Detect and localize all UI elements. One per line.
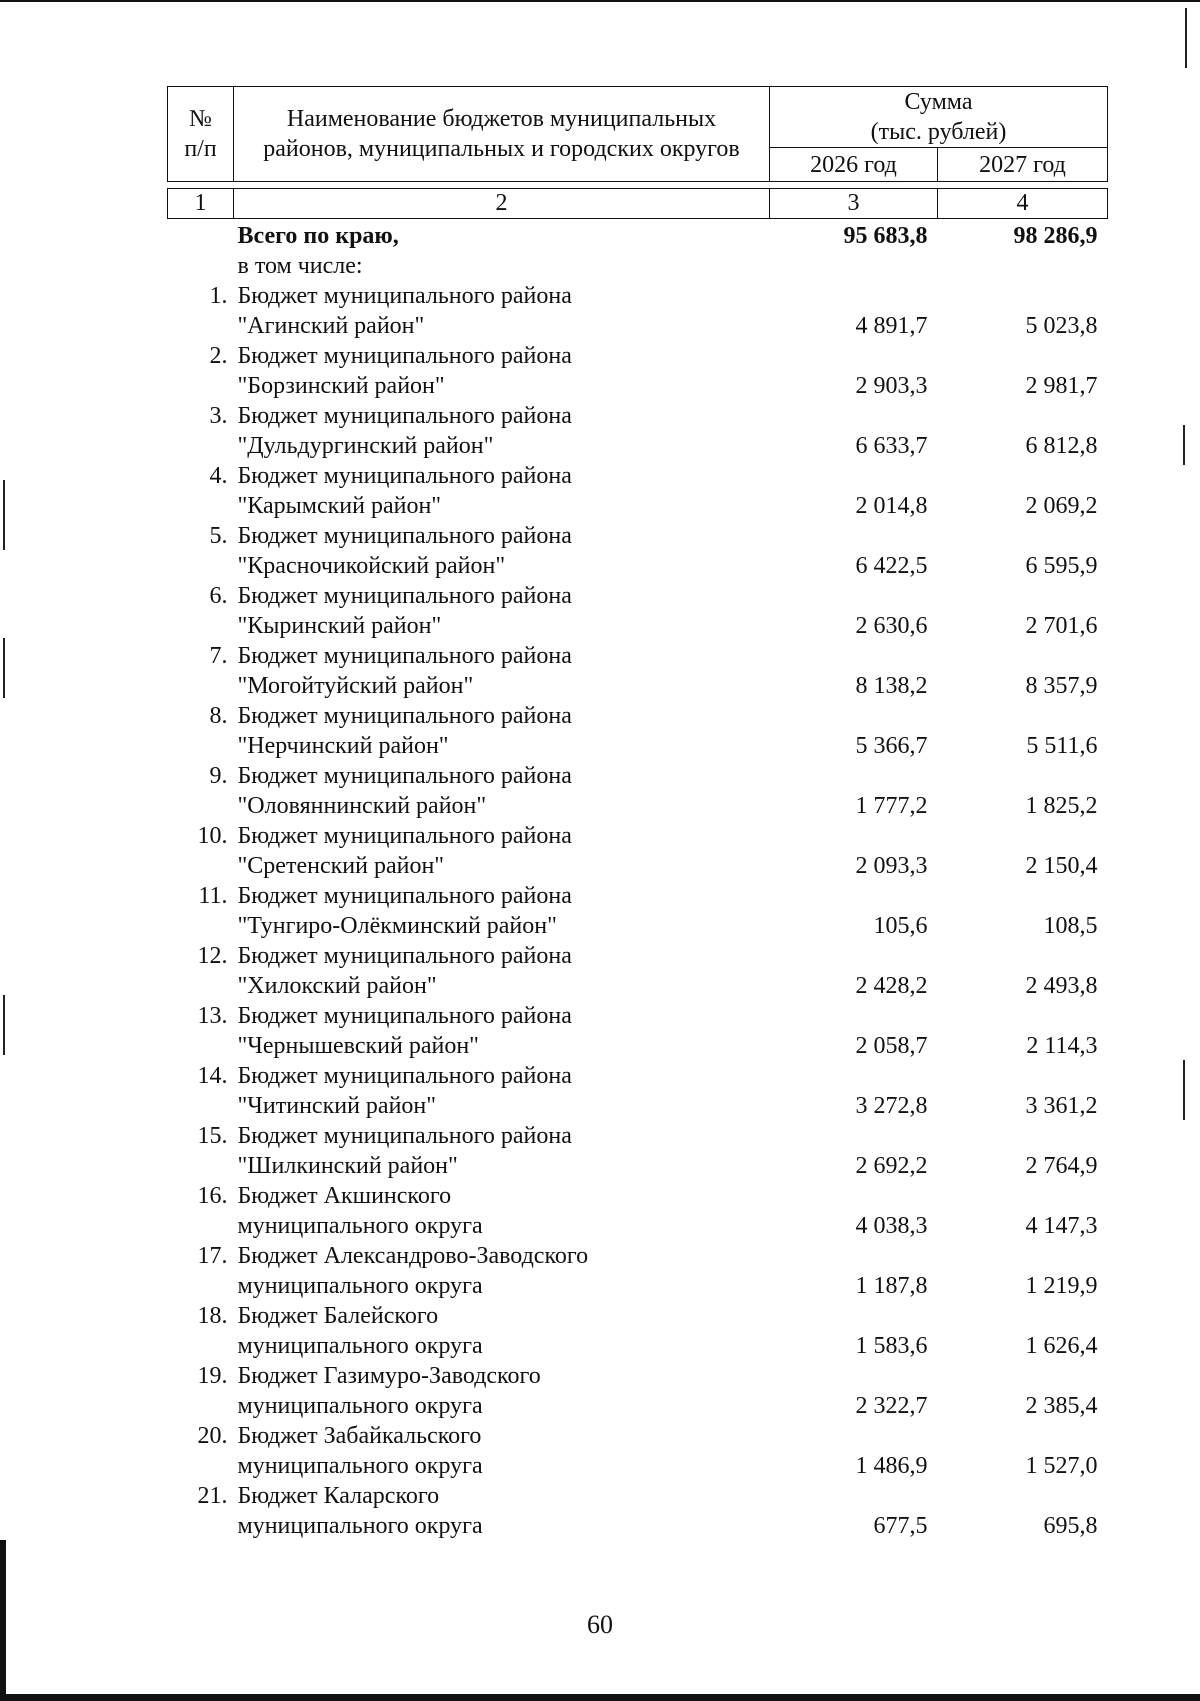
row-name-line2: "Агинский район"	[237, 313, 425, 339]
header-number-line2: п/п	[184, 136, 217, 162]
row-number: 8.	[209, 703, 228, 729]
row-name	[234, 1241, 770, 1301]
page-number: 60	[587, 1610, 613, 1639]
row-value-2026: 6 633,7	[855, 433, 928, 459]
row-name-line1: Бюджет муниципального района	[237, 943, 572, 969]
row-value-2026: 2 093,3	[855, 853, 928, 879]
table-row	[168, 461, 1108, 521]
row-name	[234, 881, 770, 941]
row-name-line1: Бюджет муниципального района	[237, 763, 572, 789]
budget-distribution-table	[167, 86, 1108, 1541]
row-name	[234, 1061, 770, 1121]
header-name-line2: районов, муниципальных и городских округов	[263, 136, 740, 162]
row-name-line1: Бюджет Каларского	[237, 1483, 440, 1509]
header-number-line1: №	[189, 106, 212, 132]
row-name-line2: "Красночикойский район"	[237, 553, 506, 579]
row-name-line2: "Кыринский район"	[237, 613, 442, 639]
row-number: 13.	[197, 1003, 228, 1029]
table-row	[168, 1301, 1108, 1361]
table-row	[168, 1001, 1108, 1061]
table-row	[168, 1061, 1108, 1121]
table-row	[168, 641, 1108, 701]
row-name-line2: муниципального округа	[237, 1393, 483, 1419]
row-value-2026: 6 422,5	[855, 553, 928, 579]
table-row	[168, 341, 1108, 401]
scan-speck	[1183, 1060, 1185, 1120]
row-name-line2: муниципального округа	[237, 1513, 483, 1539]
row-name-line1: Бюджет муниципального района	[237, 283, 572, 309]
table-row	[168, 761, 1108, 821]
header-sum-line1: Сумма	[904, 89, 973, 115]
row-name	[234, 1361, 770, 1421]
row-number: 21.	[197, 1483, 228, 1509]
row-name-line2: "Карымский район"	[237, 493, 442, 519]
scan-speck	[3, 480, 5, 550]
row-value-2026: 1 187,8	[855, 1273, 928, 1299]
row-name	[234, 581, 770, 641]
row-name	[234, 341, 770, 401]
row-name-line1: Бюджет муниципального района	[237, 1063, 572, 1089]
table-row	[168, 1361, 1108, 1421]
row-name	[234, 1121, 770, 1181]
row-name	[234, 1421, 770, 1481]
column-index-2: 2	[234, 189, 770, 219]
row-name-line1: Бюджет муниципального района	[237, 1123, 572, 1149]
row-value-2027: 2 493,8	[1025, 973, 1098, 999]
scan-speck	[1183, 425, 1185, 465]
row-name	[234, 521, 770, 581]
row-number: 17.	[197, 1243, 228, 1269]
row-name-line2: "Тунгиро-Олёкминский район"	[237, 913, 557, 939]
column-index-3: 3	[770, 189, 938, 219]
table-row	[168, 1421, 1108, 1481]
row-number: 5.	[209, 523, 228, 549]
row-value-2027: 6 812,8	[1025, 433, 1098, 459]
row-name	[234, 941, 770, 1001]
total-2026: 95 683,8	[843, 223, 928, 249]
row-name	[234, 1481, 770, 1541]
header-col-number	[168, 87, 234, 182]
row-number: 3.	[209, 403, 228, 429]
row-value-2027: 108,5	[1043, 913, 1098, 939]
row-name-line2: "Дульдургинский район"	[237, 433, 494, 459]
table-row	[168, 1481, 1108, 1541]
row-value-2026: 2 058,7	[855, 1033, 928, 1059]
header-col-sum	[770, 87, 1108, 148]
table-row	[168, 1181, 1108, 1241]
row-name	[234, 641, 770, 701]
row-name-line1: Бюджет муниципального района	[237, 343, 572, 369]
row-name-line1: Бюджет муниципального района	[237, 703, 572, 729]
row-name-line1: Бюджет муниципального района	[237, 883, 572, 909]
row-number: 1.	[209, 283, 228, 309]
header-name-line1: Наименование бюджетов муниципальных	[286, 106, 717, 132]
row-value-2026: 2 903,3	[855, 373, 928, 399]
row-name	[234, 401, 770, 461]
row-name-line2: муниципального округа	[237, 1453, 483, 1479]
row-value-2027: 3 361,2	[1025, 1093, 1098, 1119]
row-number: 18.	[197, 1303, 228, 1329]
row-name-line1: Бюджет муниципального района	[237, 1003, 572, 1029]
row-value-2026: 1 583,6	[855, 1333, 928, 1359]
header-col-name	[234, 87, 770, 182]
row-name-line2: "Сретенский район"	[237, 853, 445, 879]
row-value-2026: 8 138,2	[855, 673, 928, 699]
row-name-line2: "Чернышевский район"	[237, 1033, 479, 1059]
table-row	[168, 281, 1108, 341]
table-row	[168, 701, 1108, 761]
row-value-2026: 3 272,8	[855, 1093, 928, 1119]
row-name	[234, 1181, 770, 1241]
row-name-line2: "Могойтуйский район"	[237, 673, 474, 699]
row-value-2027: 2 981,7	[1025, 373, 1098, 399]
row-name-line1: Бюджет муниципального района	[237, 643, 572, 669]
row-name	[234, 821, 770, 881]
row-name-line1: Бюджет Александрово-Заводского	[237, 1243, 589, 1269]
row-name-line1: Бюджет Газимуро-Заводского	[237, 1363, 541, 1389]
row-name-line2: "Хилокский район"	[237, 973, 437, 999]
row-value-2027: 2 069,2	[1025, 493, 1098, 519]
row-value-2026: 4 038,3	[855, 1213, 928, 1239]
row-name-line1: Бюджет муниципального района	[237, 823, 572, 849]
row-name-line2: муниципального округа	[237, 1273, 483, 1299]
row-value-2027: 5 511,6	[1026, 733, 1098, 759]
row-number: 12.	[197, 943, 228, 969]
row-value-2026: 2 014,8	[855, 493, 928, 519]
row-name-line2: "Борзинский район"	[237, 373, 445, 399]
table-row	[168, 1121, 1108, 1181]
row-name-line2: "Читинский район"	[237, 1093, 437, 1119]
row-name-line2: "Нерчинский район"	[237, 733, 449, 759]
scan-speck	[3, 638, 5, 698]
row-value-2027: 1 527,0	[1025, 1453, 1098, 1479]
row-value-2026: 1 777,2	[855, 793, 928, 819]
row-value-2027: 2 385,4	[1025, 1393, 1098, 1419]
row-value-2027: 6 595,9	[1025, 553, 1098, 579]
row-name-line1: Бюджет муниципального района	[237, 523, 572, 549]
header-sum-line2: (тыс. рублей)	[870, 119, 1007, 145]
row-value-2026: 2 692,2	[855, 1153, 928, 1179]
row-name-line2: "Шилкинский район"	[237, 1153, 458, 1179]
scan-speck	[1185, 8, 1187, 68]
row-number: 2.	[209, 343, 228, 369]
scan-speck	[3, 995, 5, 1055]
row-value-2027: 1 825,2	[1025, 793, 1098, 819]
row-number: 10.	[197, 823, 228, 849]
row-value-2026: 5 366,7	[855, 733, 928, 759]
total-label: Всего по краю,	[237, 223, 399, 249]
row-value-2027: 1 219,9	[1025, 1273, 1098, 1299]
header-year-2027: 2027 год	[938, 148, 1108, 182]
table-row	[168, 881, 1108, 941]
table-row	[168, 581, 1108, 641]
row-value-2026: 2 428,2	[855, 973, 928, 999]
row-number: 20.	[197, 1423, 228, 1449]
table-row	[168, 521, 1108, 581]
scan-border-bottom	[0, 1694, 1200, 1701]
total-2027: 98 286,9	[1013, 223, 1098, 249]
total-sub-label: в том числе:	[237, 253, 363, 279]
row-number: 19.	[197, 1363, 228, 1389]
row-value-2027: 2 701,6	[1025, 613, 1098, 639]
table-row	[168, 941, 1108, 1001]
row-value-2027: 2 150,4	[1025, 853, 1098, 879]
row-name-line2: муниципального округа	[237, 1213, 483, 1239]
row-name-line1: Бюджет муниципального района	[237, 463, 572, 489]
row-number: 6.	[209, 583, 228, 609]
row-number: 15.	[197, 1123, 228, 1149]
row-name	[234, 761, 770, 821]
table-row	[168, 1241, 1108, 1301]
row-value-2027: 5 023,8	[1025, 313, 1098, 339]
row-name-line1: Бюджет Акшинского	[237, 1183, 452, 1209]
row-value-2026: 677,5	[873, 1513, 928, 1539]
row-value-2027: 695,8	[1043, 1513, 1098, 1539]
row-name	[234, 1001, 770, 1061]
row-name-line1: Бюджет Забайкальского	[237, 1423, 482, 1449]
row-name	[234, 1301, 770, 1361]
row-value-2026: 1 486,9	[855, 1453, 928, 1479]
row-name-line1: Бюджет Балейского	[237, 1303, 439, 1329]
row-number: 9.	[209, 763, 228, 789]
row-number: 16.	[197, 1183, 228, 1209]
row-value-2026: 105,6	[873, 913, 928, 939]
row-number: 11.	[198, 883, 228, 909]
row-name-line1: Бюджет муниципального района	[237, 403, 572, 429]
row-name-line1: Бюджет муниципального района	[237, 583, 572, 609]
row-name	[234, 461, 770, 521]
row-value-2027: 1 626,4	[1025, 1333, 1098, 1359]
row-number: 4.	[209, 463, 228, 489]
header-year-2026: 2026 год	[770, 148, 938, 182]
row-number: 7.	[209, 643, 228, 669]
column-index-4: 4	[938, 189, 1108, 219]
table-row	[168, 401, 1108, 461]
row-number: 14.	[197, 1063, 228, 1089]
row-name	[234, 281, 770, 341]
row-name	[234, 701, 770, 761]
scan-border-top	[0, 0, 1200, 2]
row-value-2027: 4 147,3	[1025, 1213, 1098, 1239]
row-name-line2: муниципального округа	[237, 1333, 483, 1359]
row-name-line2: "Оловяннинский район"	[237, 793, 487, 819]
row-value-2026: 2 322,7	[855, 1393, 928, 1419]
row-value-2027: 2 114,3	[1026, 1033, 1098, 1059]
row-value-2026: 2 630,6	[855, 613, 928, 639]
row-value-2027: 2 764,9	[1025, 1153, 1098, 1179]
row-value-2026: 4 891,7	[855, 313, 928, 339]
table-row	[168, 821, 1108, 881]
row-value-2027: 8 357,9	[1025, 673, 1098, 699]
column-index-1: 1	[168, 189, 234, 219]
